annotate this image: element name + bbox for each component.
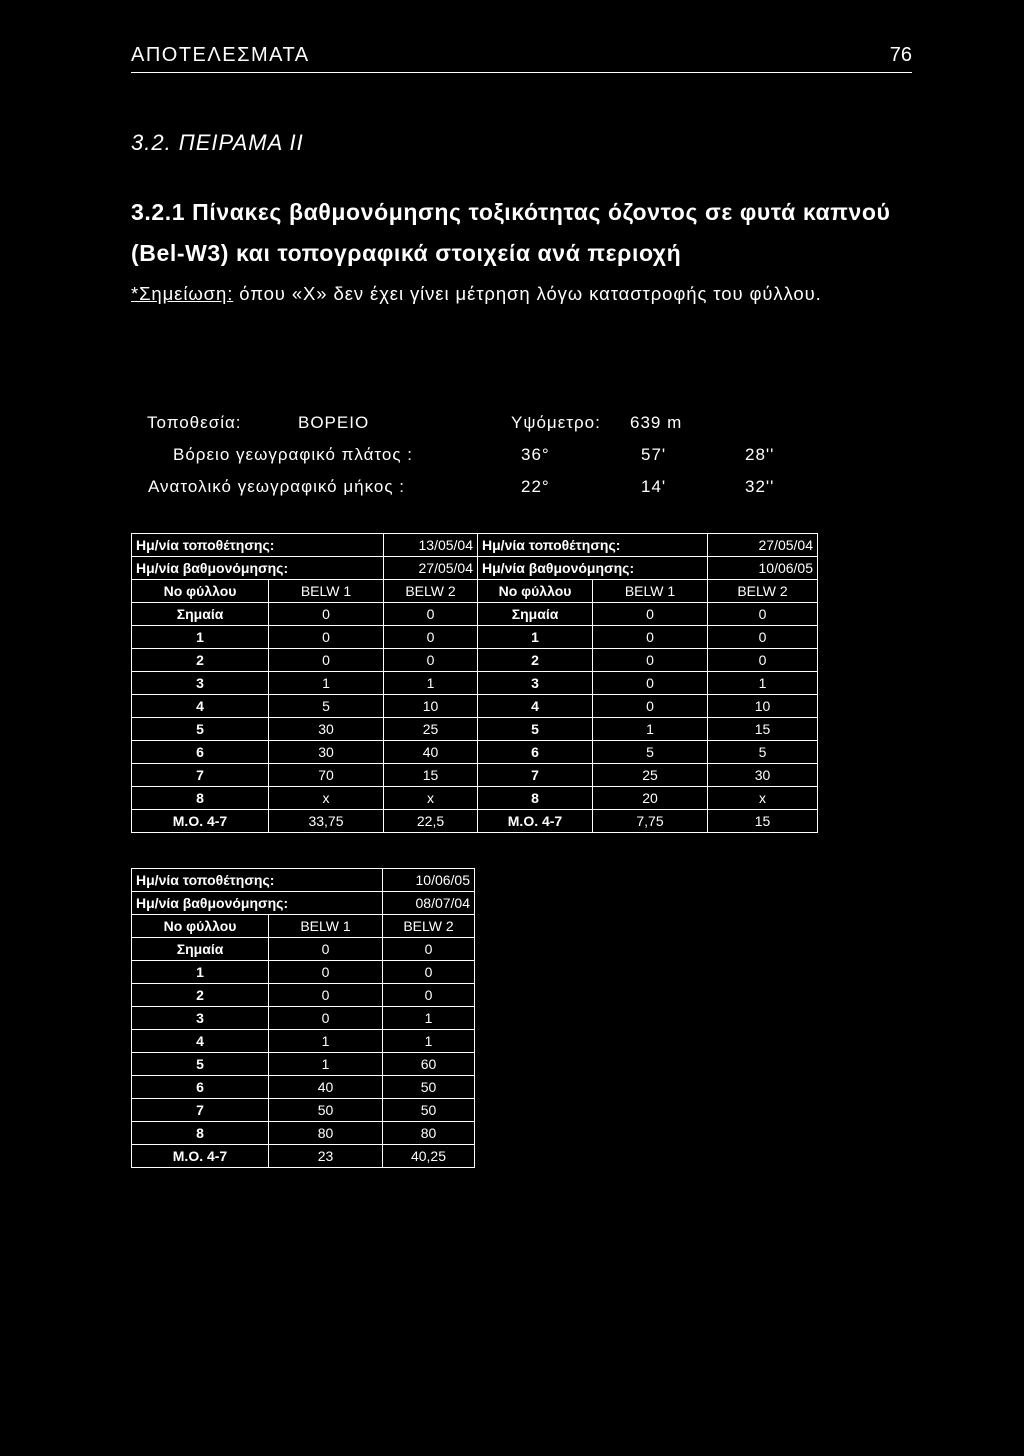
column-header: BELW 1 [269, 580, 384, 603]
table-cell: 25 [384, 718, 478, 741]
table-cell: 30 [269, 718, 384, 741]
table-cell: 0 [593, 603, 708, 626]
table-cell: 0 [708, 603, 818, 626]
scoring-table-2 [131, 868, 475, 1168]
latitude-minutes: 57' [641, 445, 667, 464]
table-cell: 5 [269, 695, 384, 718]
table-row [132, 695, 818, 718]
table-cell: 2 [132, 984, 269, 1007]
table-cell: 0 [383, 961, 475, 984]
page-header [131, 44, 912, 73]
column-header: BELW 2 [383, 915, 475, 938]
column-header: BELW 2 [708, 580, 818, 603]
table-cell: 0 [269, 1007, 383, 1030]
page-number: 76 [889, 44, 912, 66]
table-cell: 2 [132, 649, 269, 672]
table-cell: x [384, 787, 478, 810]
table-cell: 4 [478, 695, 593, 718]
table-row [132, 1053, 475, 1076]
table-cell: Μ.Ο. 4-7 [132, 1145, 269, 1168]
table-cell: x [708, 787, 818, 810]
table-row [132, 869, 475, 892]
location-label: Τοποθεσία: [147, 413, 242, 432]
table-cell: 0 [593, 626, 708, 649]
table-cell: 6 [132, 1076, 269, 1099]
table-cell: 20 [593, 787, 708, 810]
table-cell: 1 [384, 672, 478, 695]
table-cell: 1 [708, 672, 818, 695]
table-cell: 1 [269, 1053, 383, 1076]
placement-date: 10/06/05 [383, 869, 475, 892]
table-row [132, 938, 475, 961]
table-cell: 0 [384, 626, 478, 649]
table-cell: 22,5 [384, 810, 478, 833]
table-cell: 50 [383, 1099, 475, 1122]
table-row [132, 718, 818, 741]
table-cell: 70 [269, 764, 384, 787]
column-header-row [132, 580, 818, 603]
table-cell: 0 [269, 961, 383, 984]
table-cell: 6 [478, 741, 593, 764]
table-cell: 3 [478, 672, 593, 695]
table-cell: 0 [383, 984, 475, 1007]
table-cell: 15 [708, 718, 818, 741]
table-cell: Σημαία [478, 603, 593, 626]
table-cell: 1 [383, 1030, 475, 1053]
table-cell: 5 [593, 741, 708, 764]
table-cell: 0 [383, 938, 475, 961]
table-row [132, 534, 818, 557]
table-cell: 0 [708, 626, 818, 649]
table-cell: 60 [383, 1053, 475, 1076]
altitude-value: 639 m [630, 413, 683, 432]
table-row [132, 649, 818, 672]
table-cell: 4 [132, 695, 269, 718]
scoring-label: Ημ/νία βαθμονόμησης: [132, 892, 383, 915]
table-cell: 1 [593, 718, 708, 741]
table-row [132, 1030, 475, 1053]
table-row [132, 764, 818, 787]
table-cell: 4 [132, 1030, 269, 1053]
location-name: ΒΟΡΕΙΟ [298, 413, 370, 432]
table-cell: 8 [132, 787, 269, 810]
table-cell: 15 [708, 810, 818, 833]
scoring-label: Ημ/νία βαθμονόμησης: [132, 557, 384, 580]
chapter-title: ΑΠΟΤΕΛΕΣΜΑΤΑ [131, 44, 310, 66]
table-cell: 40 [384, 741, 478, 764]
table-row [132, 1145, 475, 1168]
table-cell: 7 [132, 1099, 269, 1122]
subsection-title: 3.2.1 Πίνακες βαθμονόμησης τοξικότητας όζοντος σε φυτά καπνού (Bel-W3) και τοπογραφικά στοιχεία ανά περιοχή [131, 199, 891, 266]
table-cell: 2 [478, 649, 593, 672]
table-cell: 1 [132, 961, 269, 984]
scoring-date: 10/06/05 [708, 557, 818, 580]
table-cell: 7,75 [593, 810, 708, 833]
column-header: Νο φύλλου [132, 580, 269, 603]
table-cell: 3 [132, 1007, 269, 1030]
table-cell: 5 [478, 718, 593, 741]
table-row [132, 787, 818, 810]
table-cell: 0 [593, 672, 708, 695]
table-cell: 0 [269, 649, 384, 672]
table-cell: Μ.Ο. 4-7 [478, 810, 593, 833]
placement-date: 13/05/04 [384, 534, 478, 557]
table-cell: 80 [269, 1122, 383, 1145]
table-cell: 5 [132, 718, 269, 741]
note-paragraph [131, 278, 891, 310]
table-cell: 0 [593, 695, 708, 718]
table-cell: 25 [593, 764, 708, 787]
section-title: 3.2. ΠΕΙΡΑΜΑ ΙΙ [131, 130, 304, 155]
placement-date: 27/05/04 [708, 534, 818, 557]
longitude-minutes: 14' [641, 477, 667, 496]
table-row [132, 961, 475, 984]
scoring-date: 08/07/04 [383, 892, 475, 915]
table-cell: Σημαία [132, 603, 269, 626]
column-header: Νο φύλλου [478, 580, 593, 603]
table-cell: 0 [269, 626, 384, 649]
table-row [132, 626, 818, 649]
table-cell: 7 [132, 764, 269, 787]
table-cell: 0 [384, 603, 478, 626]
table-cell: x [269, 787, 384, 810]
table-row [132, 892, 475, 915]
table-cell: 7 [478, 764, 593, 787]
altitude-label: Υψόμετρο: [511, 413, 601, 432]
table-cell: 3 [132, 672, 269, 695]
table-cell: 1 [269, 1030, 383, 1053]
note-label: *Σημείωση: [131, 283, 234, 304]
table-cell: Σημαία [132, 938, 269, 961]
placement-label: Ημ/νία τοποθέτησης: [132, 534, 384, 557]
table-cell: 6 [132, 741, 269, 764]
table-cell: 1 [478, 626, 593, 649]
scoring-table-1 [131, 533, 818, 833]
table-row [132, 741, 818, 764]
table-cell: 0 [384, 649, 478, 672]
table-cell: 0 [593, 649, 708, 672]
table-cell: 30 [269, 741, 384, 764]
table-row [132, 1007, 475, 1030]
table-cell: Μ.Ο. 4-7 [132, 810, 269, 833]
scoring-label: Ημ/νία βαθμονόμησης: [478, 557, 708, 580]
latitude-label: Βόρειο γεωγραφικό πλάτος : [173, 445, 413, 464]
table-row [132, 810, 818, 833]
column-header-row [132, 915, 475, 938]
table-row [132, 672, 818, 695]
table-cell: 0 [708, 649, 818, 672]
table-cell: 30 [708, 764, 818, 787]
note-text: όπου «Χ» δεν έχει γίνει μέτρηση λόγω καταστροφής του φύλλου. [233, 283, 822, 304]
scoring-date: 27/05/04 [384, 557, 478, 580]
table-cell: 33,75 [269, 810, 384, 833]
table-cell: 40,25 [383, 1145, 475, 1168]
table-cell: 40 [269, 1076, 383, 1099]
longitude-seconds: 32'' [745, 477, 775, 496]
table-cell: 15 [384, 764, 478, 787]
table-row [132, 1099, 475, 1122]
table-cell: 0 [269, 984, 383, 1007]
latitude-seconds: 28'' [745, 445, 775, 464]
table-cell: 50 [383, 1076, 475, 1099]
table-row [132, 984, 475, 1007]
table-cell: 1 [132, 626, 269, 649]
table-cell: 5 [132, 1053, 269, 1076]
table-row [132, 557, 818, 580]
table-cell: 5 [708, 741, 818, 764]
table-row [132, 1076, 475, 1099]
table-cell: 0 [269, 938, 383, 961]
table-cell: 1 [269, 672, 384, 695]
table-row [132, 603, 818, 626]
table-cell: 80 [383, 1122, 475, 1145]
table-cell: 8 [132, 1122, 269, 1145]
placement-label: Ημ/νία τοποθέτησης: [478, 534, 708, 557]
table-cell: 8 [478, 787, 593, 810]
table-row [132, 1122, 475, 1145]
table-cell: 0 [269, 603, 384, 626]
longitude-degrees: 22° [521, 477, 550, 496]
table-cell: 10 [384, 695, 478, 718]
table-cell: 23 [269, 1145, 383, 1168]
latitude-degrees: 36° [521, 445, 550, 464]
table-cell: 1 [383, 1007, 475, 1030]
column-header: BELW 2 [384, 580, 478, 603]
placement-label: Ημ/νία τοποθέτησης: [132, 869, 383, 892]
column-header: BELW 1 [593, 580, 708, 603]
table-cell: 50 [269, 1099, 383, 1122]
table-cell: 10 [708, 695, 818, 718]
column-header: BELW 1 [269, 915, 383, 938]
column-header: Νο φύλλου [132, 915, 269, 938]
longitude-label: Ανατολικό γεωγραφικό μήκος : [148, 477, 405, 496]
